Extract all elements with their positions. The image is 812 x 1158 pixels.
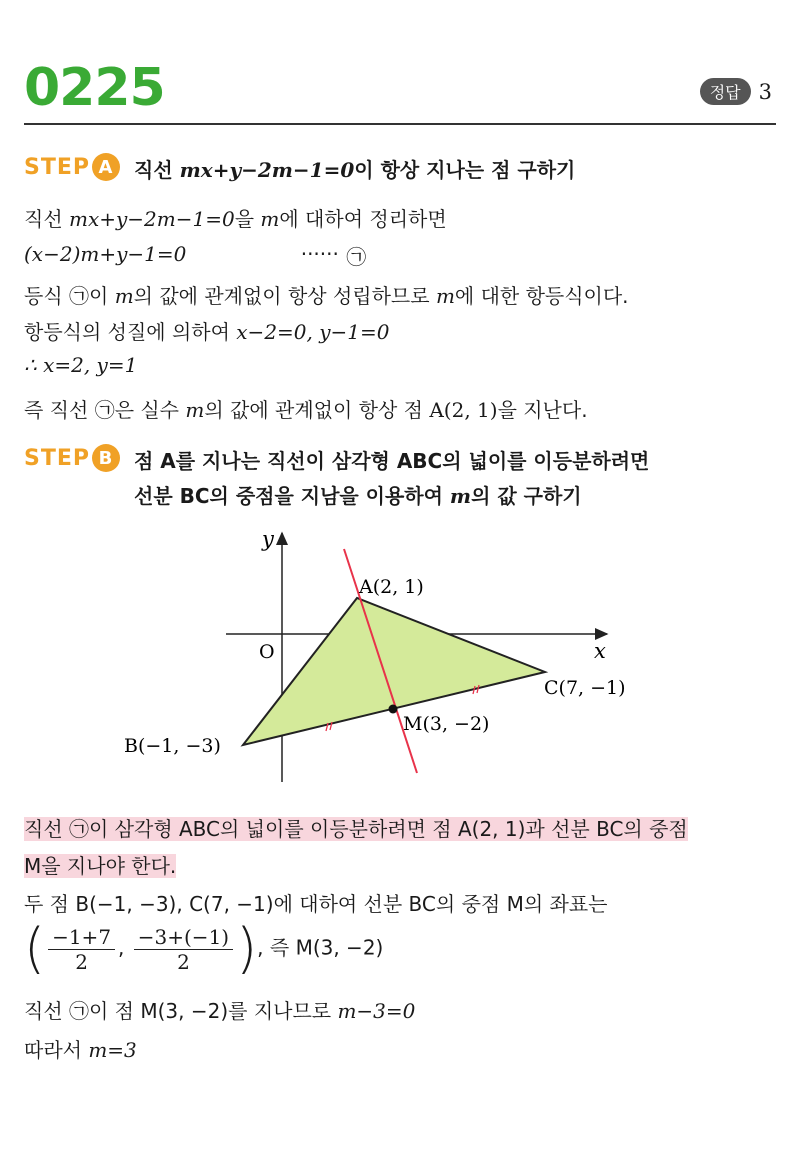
math: (x−2)m+y−1=0	[24, 242, 187, 266]
x-axis-label: x	[594, 639, 606, 663]
label-c: C(7, −1)	[544, 677, 626, 699]
step-b-line-6	[24, 1034, 137, 1063]
text: 은 실수	[114, 398, 186, 422]
equation-mark: ㉠	[346, 245, 367, 269]
text: 의 값 구하기	[471, 484, 582, 508]
midpoint-dot	[389, 705, 398, 714]
problem-number: 0225	[24, 58, 165, 118]
highlight-text-2: M을 지나야 한다.	[24, 854, 177, 878]
right-paren: )	[236, 917, 258, 980]
highlight-text-1: 직선 ㉠이 삼각형 ABC의 넓이를 이등분하려면 점 A(2, 1)과 선분 BC의 중점	[24, 817, 688, 841]
label-m: M(3, −2)	[403, 713, 490, 735]
equation-mark: ㉠	[69, 284, 89, 308]
text: 직선 ㉠이 점 M(3, −2)를 지나므로	[24, 999, 338, 1023]
answer-value: 3	[758, 79, 772, 104]
text: 두 점 B(−1, −3), C(7, −1)에 대하여 선분 BC의 중점 M의 좌표는	[24, 892, 608, 916]
text: 을 지난다.	[497, 398, 588, 422]
math: m	[185, 398, 205, 422]
text: 의 값에 관계없이 항상 점	[204, 398, 430, 422]
fraction-y	[134, 925, 233, 974]
triangle-abc	[243, 598, 545, 745]
step-a-letter: A	[92, 153, 120, 181]
text: 에 대하여 정리하면	[279, 207, 447, 231]
step-b-title-line-1: 점 A를 지나는 직선이 삼각형 ABC의 넓이를 이등분하려면	[134, 449, 650, 473]
math: m−3=0	[337, 999, 416, 1023]
math: m=3	[88, 1038, 137, 1062]
step-b-title-line-2: 선분 BC의 중점을 지남을 이용하여	[134, 484, 450, 508]
label-a: A(2, 1)	[359, 576, 424, 598]
step-b-line-3	[24, 888, 607, 917]
text: 직선	[24, 207, 69, 231]
math: ∴ x=2, y=1	[24, 353, 138, 377]
math: x−2=0, y−1=0	[236, 320, 390, 344]
text: 따라서	[24, 1038, 89, 1062]
math: m	[435, 284, 455, 308]
fraction-numerator: −3+(−1)	[134, 925, 233, 950]
step-a-title-pre: 직선	[134, 158, 180, 182]
equation-mark: ㉠	[94, 398, 115, 422]
text: 에 대한 항등식이다.	[454, 284, 629, 308]
answer-badge: 정답	[700, 78, 751, 105]
text: 이	[89, 284, 115, 308]
fraction-denominator: 2	[75, 949, 88, 974]
step-b-line-1	[24, 813, 688, 842]
comma: ,	[118, 935, 125, 960]
fraction-denominator: 2	[177, 949, 190, 974]
step-a-label: STEP	[24, 154, 91, 180]
fraction-x	[48, 925, 115, 974]
math: m	[449, 484, 472, 508]
text: , 즉 M(3, −2)	[257, 935, 384, 960]
point-a: A(2, 1)	[429, 398, 498, 422]
origin-label: O	[259, 641, 275, 663]
text: 의 값에 관계없이 항상 성립하므로	[133, 284, 436, 308]
step-b-label: STEP	[24, 445, 91, 471]
dots: ······	[300, 242, 339, 266]
math: mx+y−2m−1=0	[69, 207, 235, 231]
step-a-title-post: 이 항상 지나는 점 구하기	[354, 158, 576, 182]
left-paren: (	[24, 917, 46, 980]
step-b-line-4	[24, 917, 384, 980]
label-b: B(−1, −3)	[124, 735, 221, 757]
text: 등식	[24, 284, 69, 308]
step-b-line-2	[24, 850, 176, 879]
math: m	[260, 207, 280, 231]
text: 항등식의 성질에 의하여	[24, 320, 237, 344]
step-b-line-5	[24, 995, 415, 1024]
math: m	[114, 284, 134, 308]
text: 즉 직선	[24, 398, 95, 422]
step-a-title-math: mx+y−2m−1=0	[179, 158, 355, 182]
step-b-letter: B	[92, 444, 120, 472]
text: 을	[234, 207, 261, 231]
y-axis-label: y	[262, 527, 274, 551]
fraction-numerator: −1+7	[48, 925, 115, 950]
